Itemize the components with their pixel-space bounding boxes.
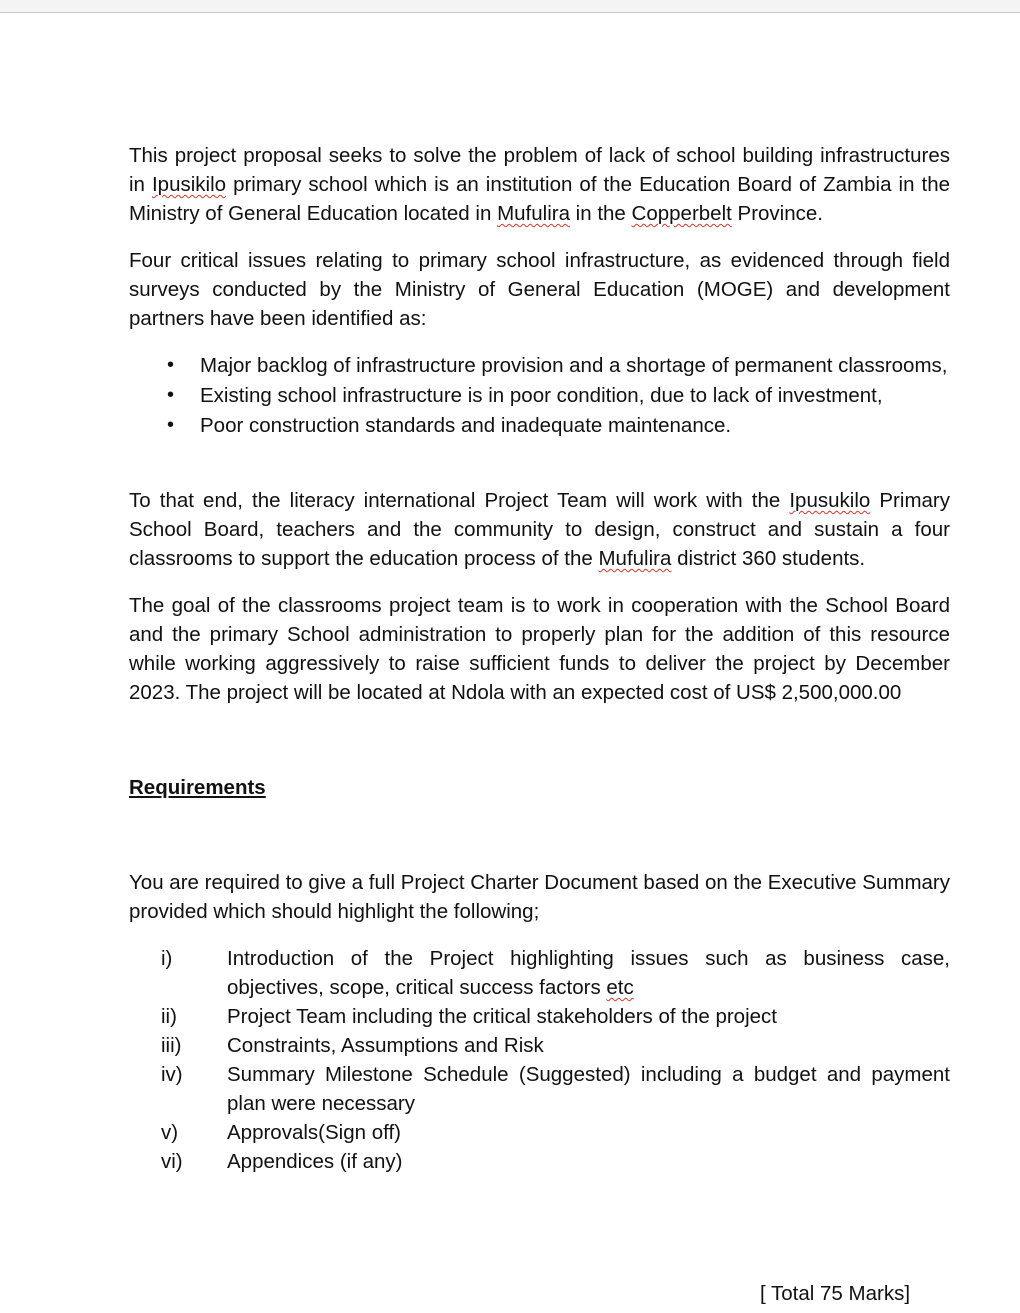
issues-intro-paragraph: Four critical issues relating to primary school infrastructure, as evidenced through field surveys conducted by the Ministry of General Education (MOGE) and development partners have been identified as:	[129, 249, 950, 330]
issues-list	[129, 351, 950, 440]
requirements-intro-paragraph: You are required to give a full Project Charter Document based on the Executive Summary provided which should highlight the following;	[129, 871, 950, 923]
spelling-flag: Copperbelt	[631, 202, 732, 225]
list-text: Introduction of the Project highlighting issues such as business case, objectives, scope, critical success factors	[227, 947, 950, 999]
list-item	[161, 1002, 950, 1031]
spelling-flag: Ipusikilo	[151, 173, 227, 196]
list-item	[161, 1031, 950, 1060]
list-number: vi)	[161, 1150, 183, 1173]
list-item	[161, 1060, 950, 1118]
goal-paragraph: The goal of the classrooms project team is to work in cooperation with the School Board and the primary School administration to properly plan for the addition of this resource while working aggressively to raise sufficient funds to deliver the project by December 2023. The project will be located at Ndola with an expected cost of US$ 2,500,000.00	[129, 594, 950, 704]
spelling-flag: Mufulira	[598, 547, 672, 570]
text-run: in the	[569, 202, 632, 225]
list-text: Approvals(Sign off)	[227, 1121, 401, 1144]
list-item: • Existing school infrastructure is in poor condition, due to lack of investment,	[200, 381, 950, 410]
text-run: district 360 students.	[671, 547, 866, 570]
intro-paragraph	[129, 141, 950, 228]
list-number: iii)	[161, 1034, 182, 1057]
list-item: • Major backlog of infrastructure provision and a shortage of permanent classrooms,	[200, 351, 950, 380]
spelling-flag: etc	[606, 976, 634, 999]
list-text: Constraints, Assumptions and Risk	[227, 1034, 544, 1057]
list-item: • Poor construction standards and inadequate maintenance.	[200, 411, 950, 440]
total-marks: [ Total 75 Marks]	[760, 1282, 911, 1305]
text-run: This project proposal seeks to solve the problem of lack of school building infrastructures in	[129, 144, 950, 196]
text-run: primary school which is an institution of the Education Board of Zambia in the Ministry of General Education located in	[129, 173, 950, 225]
list-item	[161, 1147, 950, 1176]
text-run: To that end, the literacy international Project Team will work with the	[129, 489, 790, 512]
requirements-heading: Requirements	[129, 776, 266, 799]
spelling-flag: Ipusukilo	[789, 489, 871, 512]
requirements-list	[129, 944, 950, 1176]
list-text: Appendices (if any)	[227, 1150, 403, 1173]
list-number: ii)	[161, 1005, 177, 1028]
list-number: iv)	[161, 1063, 183, 1086]
list-text: Summary Milestone Schedule (Suggested) including a budget and payment plan were necessary	[227, 1063, 950, 1115]
list-item	[161, 944, 950, 1002]
document-page	[129, 141, 950, 1176]
list-number: v)	[161, 1121, 179, 1144]
list-number: i)	[161, 947, 173, 970]
text-run: Province.	[731, 202, 823, 225]
list-item	[161, 1118, 950, 1147]
spelling-flag: Mufulira	[497, 202, 570, 225]
list-text: Project Team including the critical stakeholders of the project	[227, 1005, 777, 1028]
text-run: Primary School Board, teachers and the community to design, construct and sustain a four classrooms to support the education process of the	[129, 489, 950, 570]
viewer-top-bar	[0, 0, 1020, 13]
team-paragraph	[129, 486, 950, 573]
